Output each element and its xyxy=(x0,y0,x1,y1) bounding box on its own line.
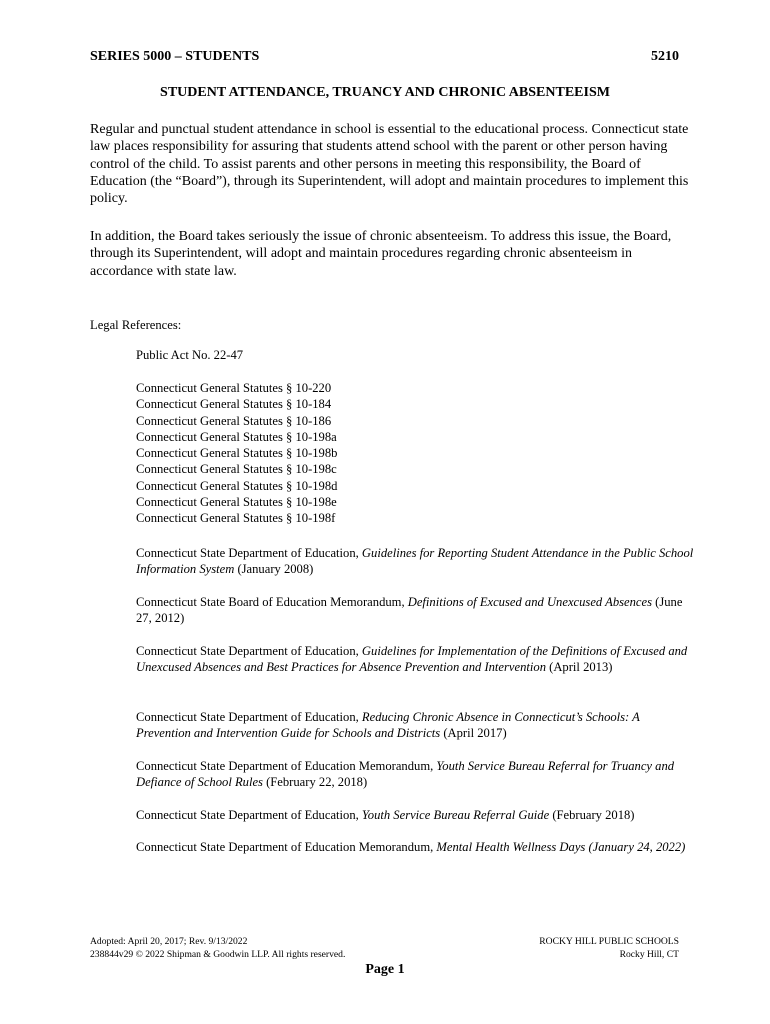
body-paragraph: Regular and punctual student attendance in school is essential to the educational process. Connecticut state law places responsibility for assuring that students attend school with the parent or other person having control of the child. To assist parents and other persons in meeting this responsibility, the Board of Education (the “Board”), through its Superintendent, will adopt and maintain procedures to implement this policy. xyxy=(90,122,689,207)
footer-left xyxy=(90,936,345,961)
district-location: Rocky Hill, CT xyxy=(619,948,679,960)
page-number: Page 1 xyxy=(365,962,405,977)
statute-item: Connecticut General Statutes § 10-198a xyxy=(136,429,337,444)
guidance-reference: Connecticut State Board of Education Memorandum, Definitions of Excused and Unexcused Absences (June 27, 2012) xyxy=(136,595,683,626)
statute-item: Connecticut General Statutes § 10-184 xyxy=(136,397,332,412)
statute-item: Connecticut General Statutes § 10-198f xyxy=(136,511,336,526)
guidance-reference: Connecticut State Department of Education, Guidelines for Implementation of the Definitions of Excused and Unexcused Absences and Best Practices for Absence Prevention and Intervention (April 2013) xyxy=(136,644,688,675)
statute-item: Connecticut General Statutes § 10-186 xyxy=(136,413,332,428)
policy-number: 5210 xyxy=(651,49,679,64)
guidance-reference: Connecticut State Department of Education Memorandum, Mental Health Wellness Days (January 24, 2022) xyxy=(136,840,686,854)
statute-item: Connecticut General Statutes § 10-198d xyxy=(136,478,338,493)
public-act-reference: Public Act No. 22-47 xyxy=(136,348,244,362)
body-paragraph: In addition, the Board takes seriously the issue of chronic absenteeism. To address this issue, the Board, through its Superintendent, will adopt and maintain procedures regarding chronic absenteeism in accordance with state law. xyxy=(90,229,672,279)
statute-item: Connecticut General Statutes § 10-198e xyxy=(136,495,337,510)
series-header: SERIES 5000 – STUDENTS xyxy=(90,49,260,64)
statutes-list xyxy=(136,380,337,527)
legal-references-label: Legal References: xyxy=(90,318,182,332)
adopted-date: Adopted: April 20, 2017; Rev. 9/13/2022 xyxy=(90,936,248,947)
guidance-reference: Connecticut State Department of Education Memorandum, Youth Service Bureau Referral for Truancy and Defiance of School Rules (February 22, 2018) xyxy=(136,759,675,790)
policy-title: STUDENT ATTENDANCE, TRUANCY AND CHRONIC ABSENTEEISM xyxy=(160,85,610,100)
copyright-notice: 238844v29 © 2022 Shipman & Goodwin LLP. All rights reserved. xyxy=(90,948,346,960)
statute-item: Connecticut General Statutes § 10-198b xyxy=(136,446,338,461)
guidance-reference: Connecticut State Department of Education, Reducing Chronic Absence in Connecticut’s Schools: A Prevention and Intervention Guide for Schools and Districts (April 2017) xyxy=(136,710,640,741)
statute-item: Connecticut General Statutes § 10-220 xyxy=(136,381,332,395)
statute-item: Connecticut General Statutes § 10-198c xyxy=(136,462,337,477)
district-name: ROCKY HILL PUBLIC SCHOOLS xyxy=(539,936,679,947)
guidance-reference: Connecticut State Department of Education, Youth Service Bureau Referral Guide (February 2018) xyxy=(136,808,635,822)
guidance-reference: Connecticut State Department of Education, Guidelines for Reporting Student Attendance in the Public School Information System (January 2008) xyxy=(136,546,694,577)
footer-right xyxy=(539,936,679,961)
